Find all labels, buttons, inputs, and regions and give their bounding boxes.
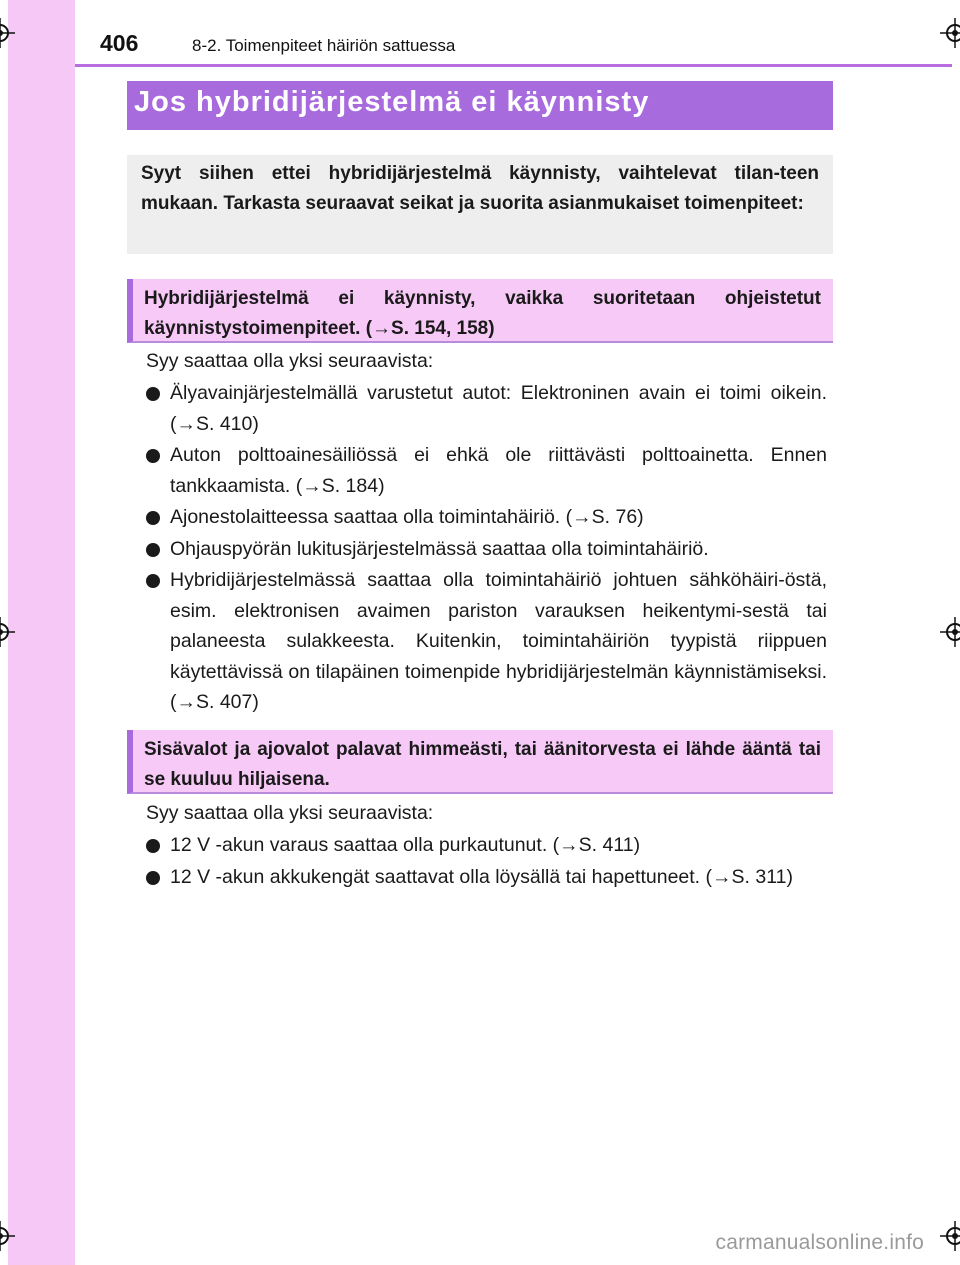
list-item-text: Hybridijärjestelmässä saattaa olla toimintahäiriö johtuen sähköhäiri-östä, esim. elektronisen avaimen pariston varauksen heikentymi-sestä tai palaneesta sulakkeesta. Kuitenkin, toimintahäiriön tyypistä riippuen käytettävissä on tilapäinen toimenpide hybridijärjestelmän käynnistämiseksi. (→S. 407) bbox=[170, 569, 827, 713]
watermark-text[interactable]: carmanualsonline.info bbox=[715, 1231, 924, 1254]
bullet-icon bbox=[146, 871, 160, 885]
list-item bbox=[146, 565, 827, 718]
registration-mark-icon bbox=[940, 617, 960, 647]
bullet-icon bbox=[146, 574, 160, 588]
registration-mark-icon bbox=[0, 1221, 15, 1251]
page-title: Jos hybridijärjestelmä ei käynnisty bbox=[134, 86, 650, 118]
page-number: 406 bbox=[100, 30, 139, 56]
bullet-list bbox=[146, 830, 827, 893]
bullet-icon bbox=[146, 543, 160, 557]
list-item-text: 12 V -akun varaus saattaa olla purkautunut. (→S. 411) bbox=[170, 834, 641, 856]
list-item bbox=[146, 502, 827, 533]
list-item bbox=[146, 534, 827, 565]
subheading-text: Hybridijärjestelmä ei käynnisty, vaikka suoritetaan ohjeistetut käynnistystoimenpiteet. (→S. 154, 158) bbox=[144, 288, 821, 339]
header-divider bbox=[75, 64, 952, 67]
lead-text: Syy saattaa olla yksi seuraavista: bbox=[146, 350, 434, 372]
bullet-icon bbox=[146, 449, 160, 463]
list-item-text: Ajonestolaitteessa saattaa olla toimintahäiriö. (→S. 76) bbox=[170, 506, 644, 528]
intro-text: Syyt siihen ettei hybridijärjestelmä käynnisty, vaihtelevat tilan-teen mukaan. Tarkasta seuraavat seikat ja suorita asianmukaiset toimenpiteet: bbox=[141, 163, 819, 214]
bullet-icon bbox=[146, 511, 160, 525]
list-item-text: Ohjauspyörän lukitusjärjestelmässä saattaa olla toimintahäiriö. bbox=[170, 537, 709, 560]
bullet-list bbox=[146, 378, 827, 719]
section-header: 8-2. Toimenpiteet häiriön sattuessa bbox=[192, 36, 456, 55]
list-item-text: 12 V -akun akkukengät saattavat olla löysällä tai hapettuneet. (→S. 311) bbox=[170, 865, 793, 888]
registration-mark-icon bbox=[0, 18, 15, 48]
registration-mark-icon bbox=[940, 1221, 960, 1251]
side-color-strip bbox=[8, 0, 75, 1265]
bullet-icon bbox=[146, 839, 160, 853]
list-item-text: Auton polttoainesäiliössä ei ehkä ole riittävästi polttoainetta. Ennen tankkaamista. (→S. 184) bbox=[170, 444, 827, 497]
bullet-icon bbox=[146, 387, 160, 401]
list-item-text: Älyavainjärjestelmällä varustetut autot: Elektroninen avain ei toimi oikein. (→S. 410) bbox=[170, 382, 827, 435]
intro-box bbox=[127, 155, 833, 254]
list-item bbox=[146, 862, 827, 893]
list-item bbox=[146, 378, 827, 439]
list-item bbox=[146, 830, 827, 861]
list-item bbox=[146, 440, 827, 501]
subheading-text: Sisävalot ja ajovalot palavat himmeästi, tai äänitorvesta ei lähde ääntä tai se kuuluu hiljaisena. bbox=[144, 739, 821, 790]
lead-text: Syy saattaa olla yksi seuraavista: bbox=[146, 802, 434, 824]
registration-mark-icon bbox=[940, 18, 960, 48]
subheading-box bbox=[127, 730, 833, 794]
subheading-box bbox=[127, 279, 833, 343]
registration-mark-icon bbox=[0, 617, 15, 647]
